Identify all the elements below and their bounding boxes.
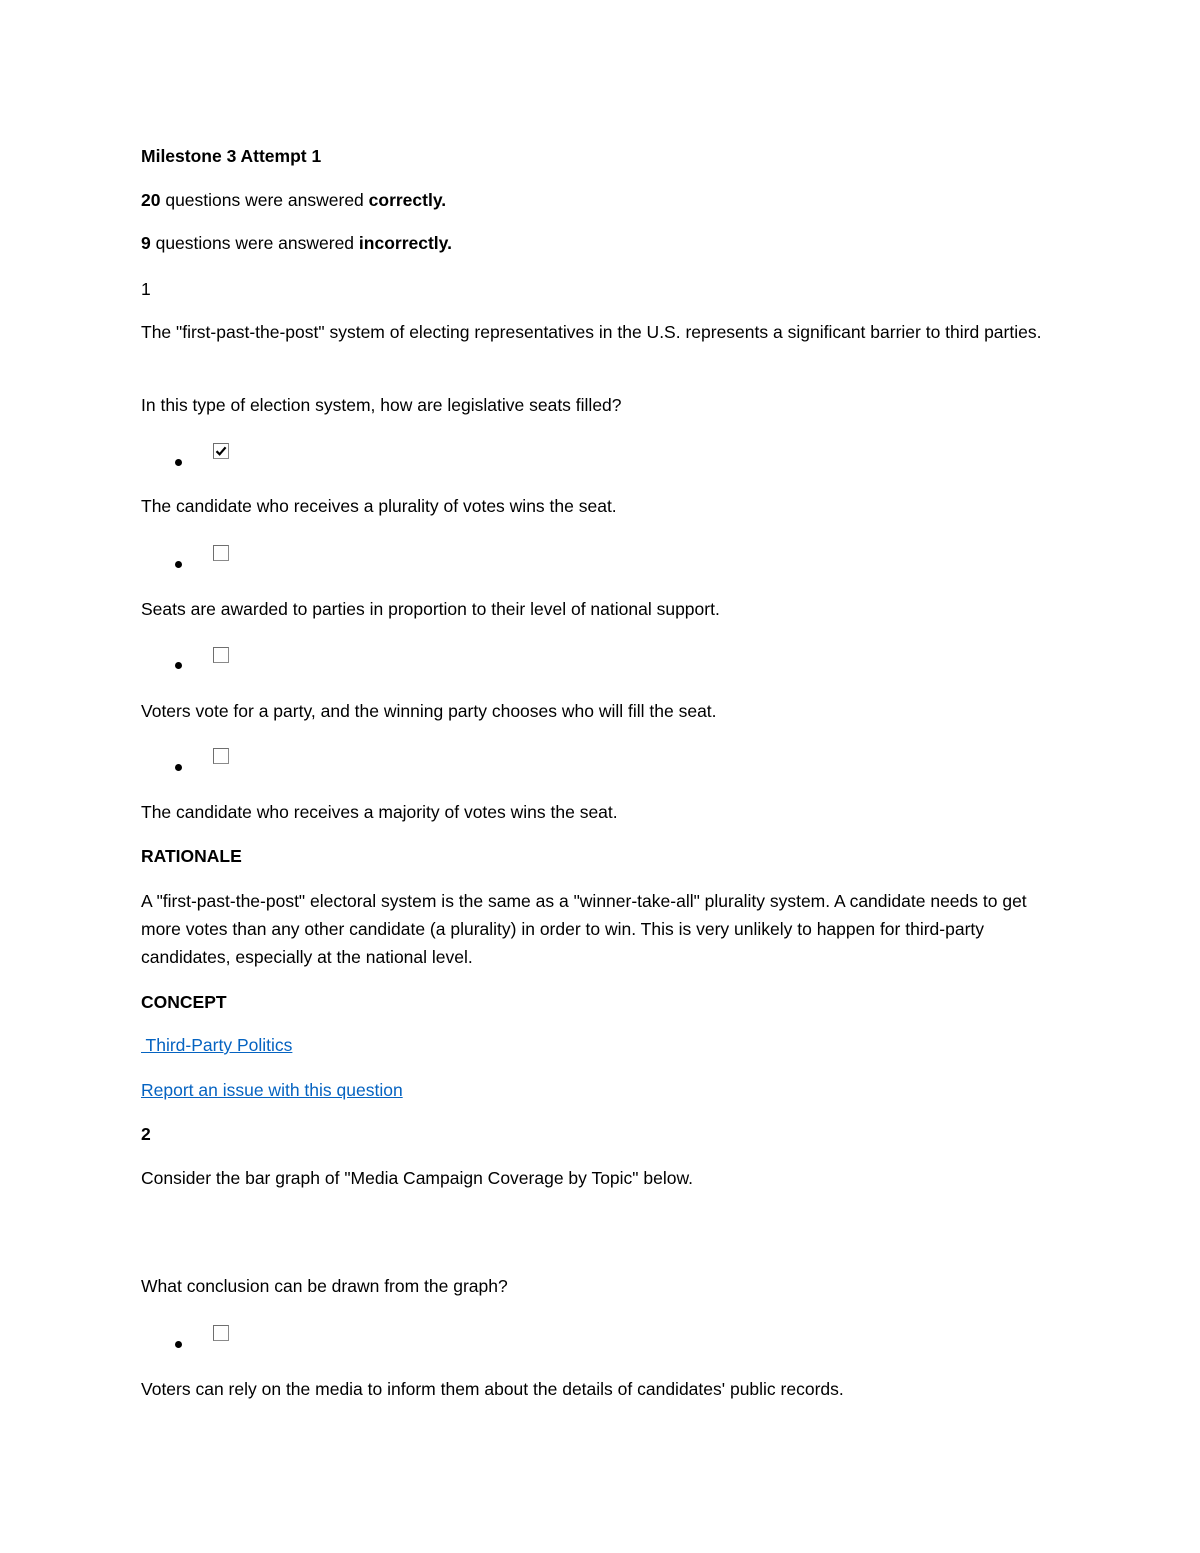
question-text: What conclusion can be drawn from the graph? <box>141 1276 508 1296</box>
incorrect-summary <box>141 229 452 257</box>
rationale-text: A "first-past-the-post" electoral system is the same as a "winner-take-all" plurality system. A candidate needs to get more votes than any other candidate (a plurality) in order to win. This is very unlikely to happen for third-party candidates, especially at the national level. <box>141 891 1027 967</box>
checkmark-icon <box>215 445 227 457</box>
bullet-icon <box>175 662 182 669</box>
answer-checkbox[interactable] <box>213 748 229 764</box>
answer-option: Seats are awarded to parties in proportion to their level of national support. <box>141 599 720 619</box>
question-prompt: The "first-past-the-post" system of electing representatives in the U.S. represents a significant barrier to third parties. <box>141 322 1042 342</box>
correct-text: questions were answered <box>160 190 369 210</box>
correct-count: 20 <box>141 190 161 210</box>
concept-heading: CONCEPT <box>141 992 227 1012</box>
answer-checkbox[interactable] <box>213 647 229 663</box>
question-number: 1 <box>141 279 151 299</box>
bullet-icon <box>175 764 182 771</box>
question-text: In this type of election system, how are legislative seats filled? <box>141 395 622 415</box>
bullet-icon <box>175 561 182 568</box>
page-title: Milestone 3 Attempt 1 <box>141 146 322 166</box>
concept-link[interactable]: Third-Party Politics <box>141 1035 293 1055</box>
answer-checkbox-checked[interactable] <box>213 443 229 459</box>
report-issue-link[interactable]: Report an issue with this question <box>141 1080 403 1100</box>
question-number: 2 <box>141 1124 151 1144</box>
answer-option: Voters can rely on the media to inform them about the details of candidates' public records. <box>141 1379 844 1399</box>
incorrect-word: incorrectly. <box>358 233 452 253</box>
answer-checkbox[interactable] <box>213 1325 229 1341</box>
answer-checkbox[interactable] <box>213 545 229 561</box>
question-prompt: Consider the bar graph of "Media Campaign Coverage by Topic" below. <box>141 1168 694 1188</box>
bullet-icon <box>175 1341 182 1348</box>
answer-option: The candidate who receives a majority of votes wins the seat. <box>141 802 618 822</box>
correct-word: correctly. <box>368 190 447 210</box>
answer-option: Voters vote for a party, and the winning party chooses who will fill the seat. <box>141 701 717 721</box>
rationale-heading: RATIONALE <box>141 846 242 866</box>
incorrect-count: 9 <box>141 233 151 253</box>
answer-option: The candidate who receives a plurality of votes wins the seat. <box>141 496 617 516</box>
incorrect-text: questions were answered <box>150 233 359 253</box>
correct-summary <box>141 186 446 214</box>
bullet-icon <box>175 459 182 466</box>
